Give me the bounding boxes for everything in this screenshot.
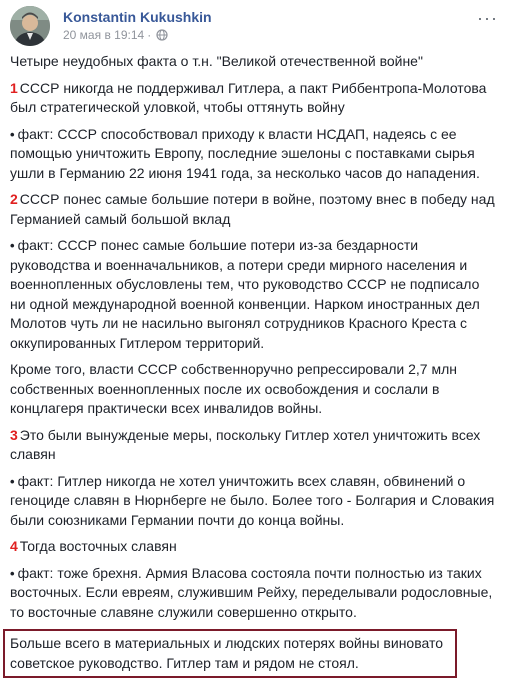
bullet-icon: • — [10, 473, 15, 489]
list-item — [10, 426, 495, 465]
meta-separator: · — [147, 28, 152, 42]
post-intro: Четыре неудобных факта о т.н. "Великой отечественной войне" — [10, 53, 423, 69]
post-header — [10, 6, 500, 46]
item-number: 3 — [10, 426, 18, 443]
list-item — [10, 190, 495, 229]
list-item — [10, 360, 495, 419]
list-item — [10, 472, 495, 531]
item-text: Это были вынужденые меры, поскольку Гитлер хотел уничтожить всех славян — [10, 426, 481, 462]
post-date[interactable]: 20 мая в 19:14 — [63, 28, 145, 42]
avatar[interactable] — [10, 6, 50, 46]
list-item — [10, 236, 495, 353]
item-number: 4 — [10, 538, 18, 554]
item-number: 1 — [10, 79, 18, 96]
list-item — [10, 564, 495, 623]
bullet-icon: • — [10, 238, 15, 253]
avatar-photo-icon — [10, 6, 50, 46]
post-content — [10, 52, 495, 678]
globe-icon[interactable] — [156, 29, 168, 41]
bullet-icon: • — [10, 565, 15, 581]
item-text: СССР никогда не поддерживал Гитлера, а пакт Риббентропа-Молотова был стратегической уловкой, чтобы оттянуть войну — [10, 79, 487, 115]
item-text: факт: тоже брехня. Армия Власова состояла почти полностью из таких восточных. Если евреям, служившим Рейху, переделывали родословные, то восточные славяне служили совершенно открыто. — [10, 564, 493, 620]
item-text: факт: Гитлер никогда не хотел уничтожить всех славян, обвинений о геноциде славян в Нюрнберге не было. Более того - Болгария и Словакия были союзниками Германии почти до конца войны. — [10, 472, 495, 528]
list-item — [10, 79, 495, 118]
item-text: факт: СССР способствовал приходу к власти НСДАП, надеясь с ее помощью уничтожить Европу, последние эшелоны с поставками сырья ушли в Германию 22 июня 1941 года, за несколько часов до нападения. — [10, 125, 480, 181]
post-meta — [63, 28, 168, 42]
item-text: Кроме того, власти СССР собственноручно репрессировали 2,7 млн собственных военнопленных после их освобождения и сослали в концлагеря практически всех инвалидов войны. — [10, 361, 457, 416]
list-item — [10, 125, 495, 184]
item-text: СССР понес самые большие потери в войне, поэтому внес в победу над Германией самый большой вклад — [10, 191, 495, 227]
item-text: Тогда восточных славян — [19, 538, 177, 554]
item-number: 2 — [10, 191, 18, 207]
more-options-icon[interactable]: ··· — [477, 8, 498, 28]
conclusion-text: Больше всего в материальных и людских потерях войны виновато советское руководство. Гитлер там и рядом не стоял. — [10, 635, 444, 671]
bullet-icon: • — [10, 126, 15, 142]
item-text: факт: СССР понес самые большие потери из-за бездарности руководства и военначальников, а потери среди мирного населения и военнопленных обусловлены тем, что руководство СССР не подписало ни одной международной военной конвенции. Нарком иностранных дел Молотов чуть ли не насильно выгонял сотрудников Красного Креста с оккупированных Гитлером территорий. — [10, 237, 480, 351]
list-item — [10, 537, 495, 557]
author-name[interactable]: Konstantin Kukushkin — [63, 9, 212, 25]
